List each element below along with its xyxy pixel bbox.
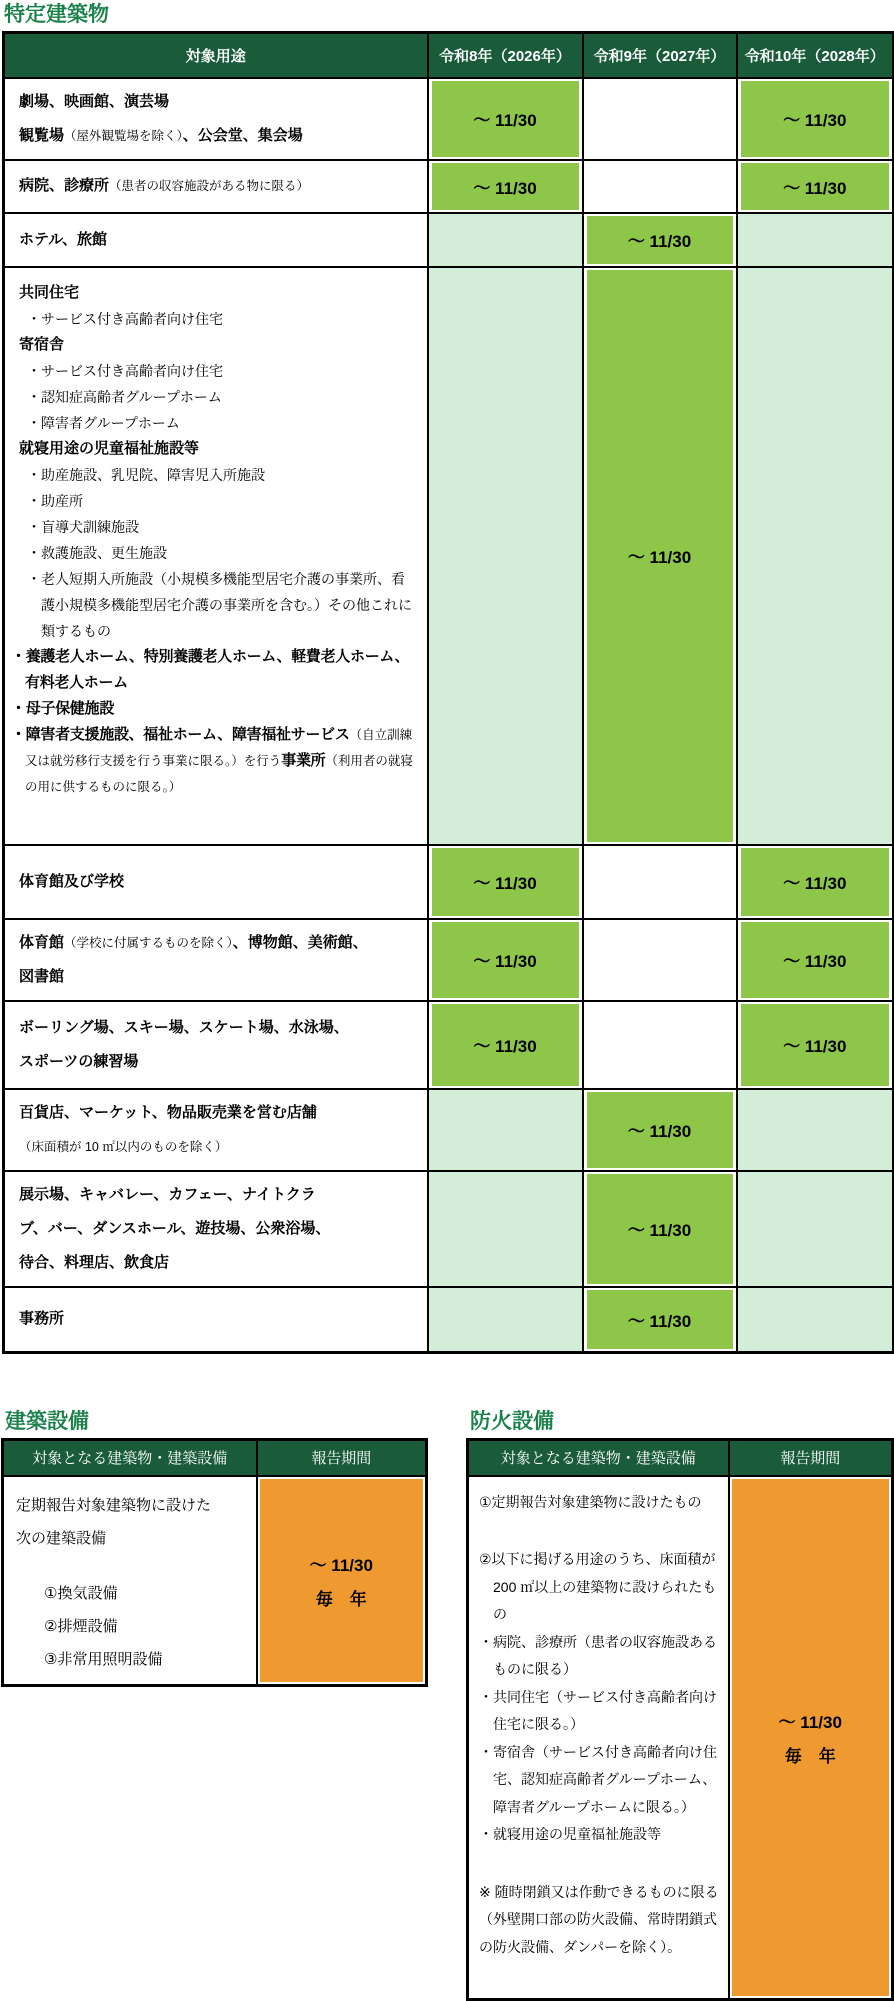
usage-line: ・助産所 (27, 492, 83, 509)
period-cell (583, 1089, 737, 1171)
usage-cell (4, 1171, 428, 1287)
lower-section (0, 1407, 894, 2001)
table-row (4, 1171, 894, 1287)
table-row (4, 845, 894, 919)
fire-target-cell (468, 1476, 729, 2000)
equipment-target-cell (3, 1476, 257, 1686)
body-line: ②以下に掲げる用途のうち、床面積が 200 ㎡以上の建築物に設けられたもの (479, 1551, 717, 1622)
usage-line: ・救護施設、更生施設 (27, 544, 167, 561)
period-cell (428, 1171, 583, 1287)
period-cell (583, 1171, 737, 1287)
body-line: ②排煙設備 (44, 1617, 118, 1635)
usage-line: ・養護老人ホーム、特別養護老人ホーム、軽費老人ホーム、有料老人ホーム (11, 647, 410, 691)
table-row (4, 1287, 894, 1353)
usage-line: 寄宿舎 (19, 335, 65, 353)
usage-cell (4, 919, 428, 1001)
deadline-highlight: ～ 11/30 (741, 81, 890, 157)
body-line: ・病院、診療所（患者の収容施設あるものに限る） (479, 1633, 717, 1677)
fire-period-cell (729, 1476, 893, 2000)
usage-line: ボーリング場、スキー場、スケート場、水泳場、 (19, 1018, 349, 1036)
body-line: ・寄宿舎（サービス付き高齢者向け住宅、認知症高齢者グループホーム、障害者グループホームに限る。） (479, 1743, 717, 1815)
fire-title: 防火設備 (470, 1410, 554, 1433)
period-cell (583, 160, 737, 213)
body-line: 定期報告対象建築物に設けた (16, 1496, 212, 1514)
frequency-text: 毎 年 (315, 1589, 367, 1609)
period-cell (583, 845, 737, 919)
table-row (4, 267, 894, 845)
usage-line: 待合、料理店、飲食店 (19, 1253, 170, 1271)
usage-line: ・認知症高齢者グループホーム (27, 388, 222, 405)
usage-line: 就寝用途の児童福祉施設等 (19, 439, 200, 457)
equipment-period-cell (257, 1476, 427, 1686)
usage-line: ・助産施設、乳児院、障害児入所施設 (27, 466, 265, 483)
usage-cell (4, 160, 428, 213)
page (0, 3, 894, 1998)
period-cell (428, 1287, 583, 1353)
period-cell (737, 1089, 894, 1171)
usage-cell (4, 1089, 428, 1171)
period-cell (428, 267, 583, 845)
body-line: ※ 随時閉鎖又は作動できるものに限る（外壁開口部の防火設備、常時閉鎖式の防火設備、ダンパーを除く）。 (479, 1883, 719, 1955)
equipment-body-lines (16, 1489, 250, 1676)
usage-line: 図書館 (19, 967, 65, 985)
usage-cell (4, 213, 428, 267)
period-cell (737, 267, 894, 845)
fire-body-row (468, 1476, 893, 2000)
body-line: ・共同住宅（サービス付き高齢者向け住宅に限る。） (479, 1688, 717, 1732)
page-title: 特定建築物 (4, 3, 109, 26)
usage-line: ・老人短期入所施設（小規模多機能型居宅介護の事業所、看護小規模多機能型居宅介護の事業所を含む。）その他これに類するもの (27, 570, 412, 639)
deadline-text: ～ 11/30 (778, 1712, 842, 1732)
deadline-highlight: ～ 11/30 (432, 81, 579, 157)
deadline-highlight: ～ 11/30 (432, 163, 579, 210)
deadline-highlight: ～ 11/30 (432, 922, 579, 998)
header-cell-usage: 対象用途 (4, 33, 428, 78)
usage-cell (4, 267, 428, 845)
usage-line: 展示場、キャバレー、カフェー、ナイトクラ (19, 1185, 316, 1203)
period-cell (583, 919, 737, 1001)
body-line: ①定期報告対象建築物に設けたもの (479, 1493, 702, 1510)
usage-line: ・母子保健施設 (11, 699, 114, 717)
usage-line: ・サービス付き高齢者向け住宅 (27, 362, 223, 379)
period-cell (583, 1287, 737, 1353)
period-cell (737, 919, 894, 1001)
deadline-highlight: ～ 11/30 (741, 163, 890, 210)
deadline-highlight: ～ 11/30 (741, 922, 890, 998)
body-line: ③非常用照明設備 (44, 1650, 163, 1668)
period-cell (583, 78, 737, 160)
usage-line: ホテル、旅館 (19, 230, 108, 248)
table-row (4, 213, 894, 267)
usage-line: ・盲導犬訓練施設 (27, 518, 139, 535)
period-cell (737, 1287, 894, 1353)
usage-line: 病院、診療所（患者の収容施設がある物に限る） (19, 177, 310, 194)
equipment-header-target: 対象となる建築物・建築設備 (3, 1440, 257, 1476)
fire-header-period: 報告期間 (729, 1440, 893, 1476)
main-table-body (4, 78, 894, 1353)
usage-line: 体育館及び学校 (19, 872, 125, 890)
deadline-text: ～ 11/30 (309, 1555, 373, 1575)
frequency-text: 毎 年 (784, 1746, 836, 1766)
fire-header-target: 対象となる建築物・建築設備 (468, 1440, 729, 1476)
table-row (4, 160, 894, 213)
usage-cell (4, 1001, 428, 1089)
usage-line: 劇場、映画館、演芸場 (19, 92, 170, 110)
period-cell (737, 78, 894, 160)
period-cell (737, 845, 894, 919)
usage-line: 共同住宅 (19, 283, 80, 301)
usage-line: ブ、バー、ダンスホール、遊技場、公衆浴場、 (19, 1219, 331, 1237)
usage-line: （床面積が 10 ㎡以内のものを除く） (19, 1139, 228, 1154)
equipment-period-highlight (260, 1479, 424, 1682)
equipment-header-period: 報告期間 (257, 1440, 427, 1476)
usage-line: 体育館（学校に付属するものを除く）、博物館、美術館、 (19, 933, 368, 951)
usage-line: 百貨店、マーケット、物品販売業を営む店舗 (19, 1103, 317, 1121)
deadline-highlight: ～ 11/30 (587, 1174, 733, 1284)
usage-line: ・障害者グループホーム (27, 414, 180, 431)
fire-table (466, 1438, 894, 2001)
equipment-body-row (3, 1476, 427, 1686)
period-cell (737, 213, 894, 267)
table-row (4, 1001, 894, 1089)
table-row (4, 78, 894, 160)
usage-line: ・障害者支援施設、福祉ホーム、障害福祉サービス（自立訓練又は就労移行支援を行う事業に限る。）を行う事業所（利用者の就寝の用に供するものに限る。） (11, 725, 413, 794)
main-table-header-row (4, 33, 894, 78)
period-cell (428, 919, 583, 1001)
period-cell (737, 1001, 894, 1089)
period-cell (583, 213, 737, 267)
header-cell-year-r9: 令和9年（2027年） (583, 33, 737, 78)
fire-header-row (468, 1440, 893, 1476)
usage-line: 観覧場（屋外観覧場を除く）、公会堂、集会場 (19, 126, 303, 144)
deadline-highlight: ～ 11/30 (741, 1004, 890, 1086)
deadline-highlight: ～ 11/30 (587, 1290, 733, 1350)
usage-line: 事務所 (19, 1310, 65, 1328)
deadline-highlight: ～ 11/30 (432, 848, 579, 916)
deadline-highlight: ～ 11/30 (432, 1004, 579, 1086)
period-cell (583, 1001, 737, 1089)
header-cell-year-r10: 令和10年（2028年） (737, 33, 894, 78)
usage-cell (4, 1287, 428, 1353)
equipment-title: 建築設備 (5, 1410, 89, 1433)
period-cell (428, 78, 583, 160)
period-cell (428, 213, 583, 267)
fire-period-highlight (732, 1479, 890, 1997)
table-row (4, 919, 894, 1001)
body-line: ①換気設備 (44, 1584, 118, 1602)
period-cell (428, 1089, 583, 1171)
body-line: ・就寝用途の児童福祉施設等 (479, 1826, 661, 1842)
equipment-table (1, 1438, 428, 1687)
main-table (2, 31, 894, 1354)
period-cell (428, 1001, 583, 1089)
usage-line: スポーツの練習場 (19, 1052, 139, 1070)
equipment-header-row (3, 1440, 427, 1476)
body-line: 次の建築設備 (16, 1529, 107, 1547)
table-row (4, 1089, 894, 1171)
period-cell (428, 845, 583, 919)
period-cell (428, 160, 583, 213)
fire-body-lines (479, 1489, 722, 1962)
deadline-highlight: ～ 11/30 (587, 1092, 733, 1168)
usage-cell (4, 78, 428, 160)
usage-line: ・サービス付き高齢者向け住宅 (27, 310, 223, 327)
deadline-highlight: ～ 11/30 (741, 848, 890, 916)
usage-cell (4, 845, 428, 919)
deadline-highlight: ～ 11/30 (587, 216, 733, 264)
period-cell (583, 267, 737, 845)
period-cell (737, 160, 894, 213)
deadline-highlight: ～ 11/30 (587, 270, 733, 842)
equipment-section (1, 1407, 428, 1687)
fire-section (466, 1407, 894, 2001)
period-cell (737, 1171, 894, 1287)
header-cell-year-r8: 令和8年（2026年） (428, 33, 583, 78)
